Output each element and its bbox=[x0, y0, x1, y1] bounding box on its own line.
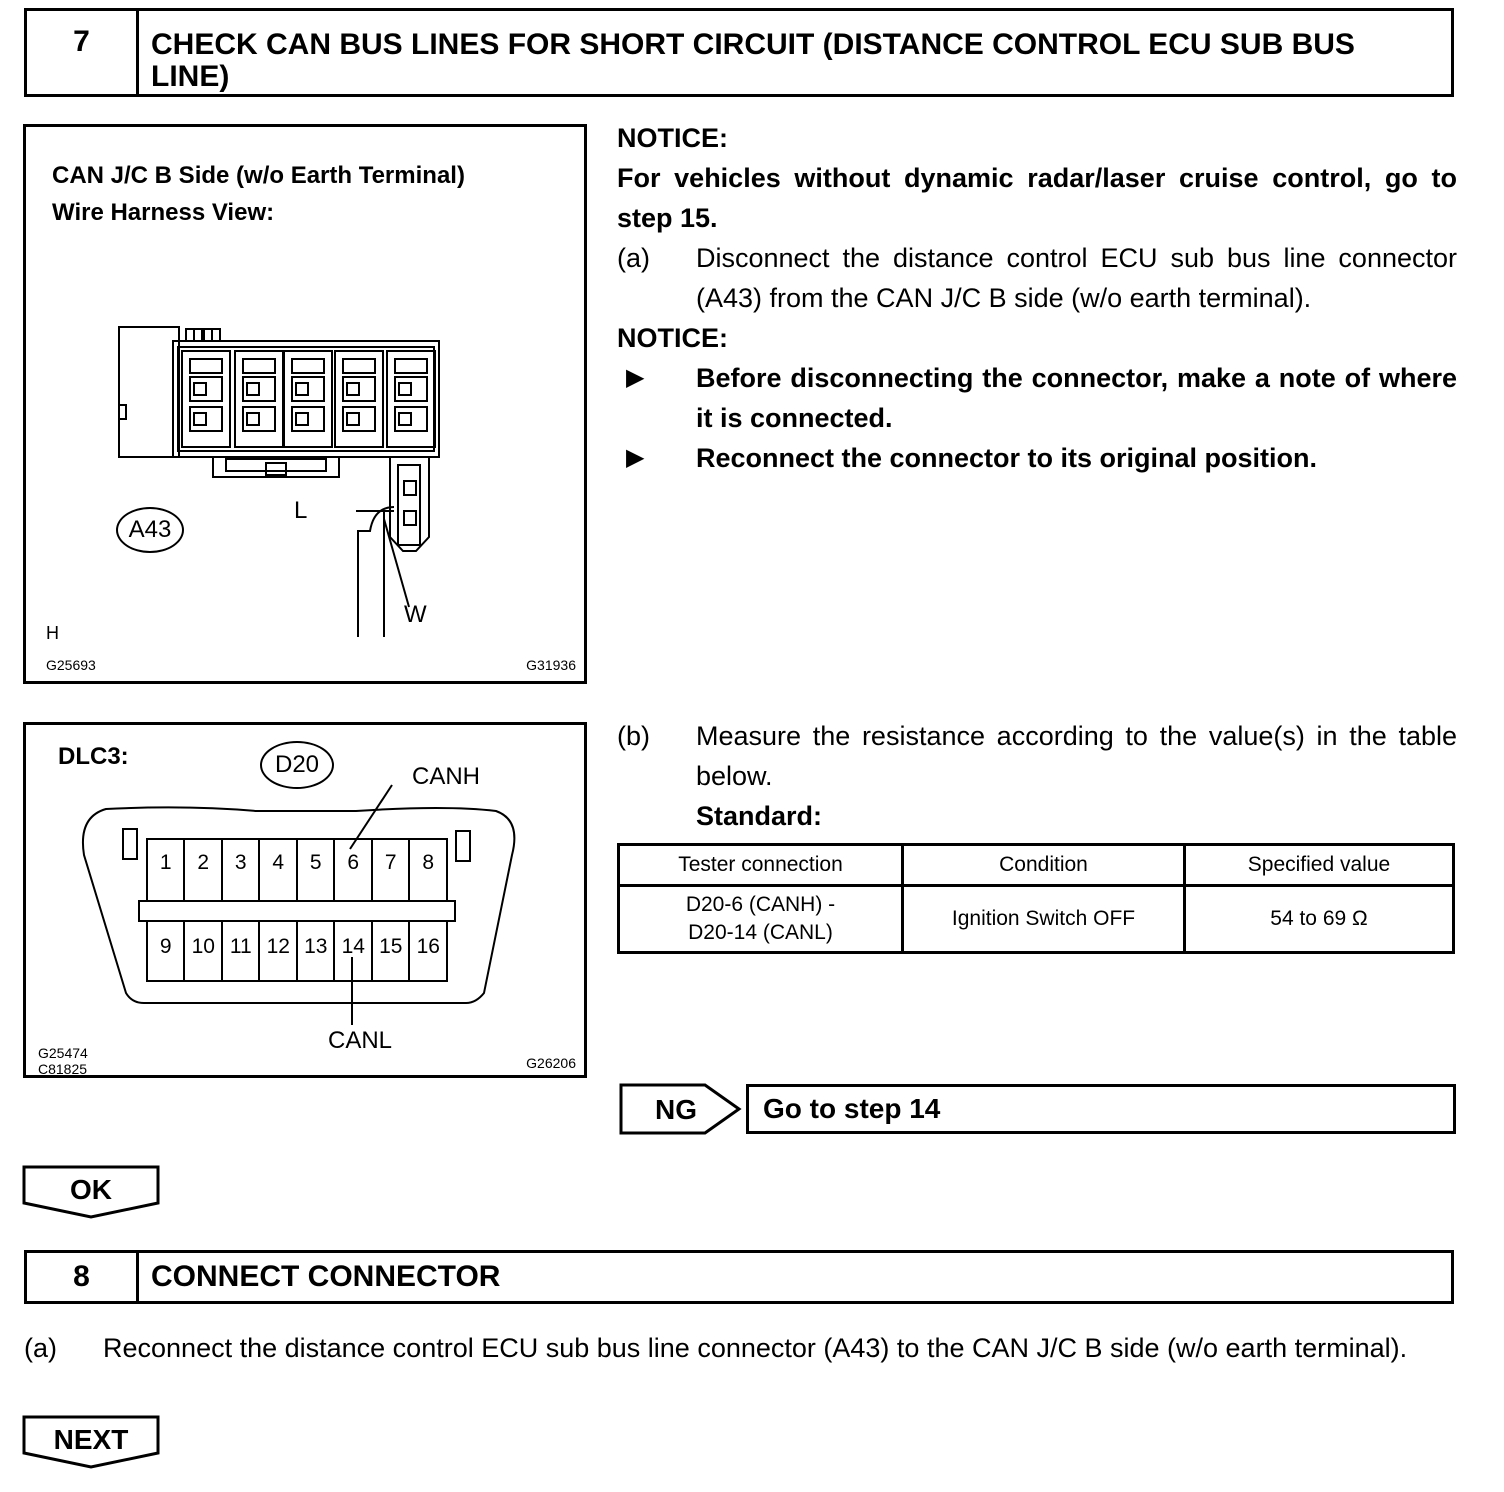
tester-connection-cell bbox=[619, 886, 903, 953]
connector-label-d20: D20 bbox=[260, 741, 334, 789]
step-number: 8 bbox=[27, 1253, 139, 1301]
next-button-label[interactable]: NEXT bbox=[53, 1424, 129, 1455]
figure-title: DLC3: bbox=[58, 743, 129, 770]
table-header: Specified value bbox=[1185, 845, 1454, 886]
standard-label: Standard: bbox=[696, 801, 823, 831]
bullet-arrow-icon: ▶ bbox=[626, 364, 645, 391]
connector-label-a43: A43 bbox=[116, 507, 184, 553]
step-8-a-text: Reconnect the distance control ECU sub bus line connector (A43) to the CAN J/C B side (w/o earth terminal). bbox=[103, 1333, 1408, 1363]
connector-drawing bbox=[26, 127, 584, 681]
corner-mark: H bbox=[46, 623, 59, 643]
table-row bbox=[619, 886, 1454, 953]
step-8-header bbox=[24, 1250, 1454, 1304]
go-to-step-14-link[interactable]: Go to step 14 bbox=[746, 1084, 1456, 1134]
pin-number: 13 bbox=[304, 935, 328, 958]
notice-bullet-2: Reconnect the connector to its original position. bbox=[696, 443, 1318, 473]
figure-code-left bbox=[38, 1045, 88, 1077]
step-8-marker-a: (a) bbox=[24, 1333, 57, 1363]
pin-number: 10 bbox=[191, 935, 215, 958]
tester-connection-line1: D20-6 (CANH) - bbox=[685, 893, 836, 916]
pin-number: 12 bbox=[266, 935, 290, 958]
pin-number: 9 bbox=[159, 935, 172, 958]
figure-code-left-1: G25474 bbox=[38, 1045, 88, 1061]
pin-number: 8 bbox=[422, 851, 435, 874]
pin-number: 11 bbox=[229, 935, 252, 958]
figure-code-right: G26206 bbox=[526, 1055, 576, 1071]
ok-button-label[interactable]: OK bbox=[70, 1174, 112, 1205]
table-header-row bbox=[619, 845, 1454, 886]
step-b-text: Measure the resistance according to the value(s) in the table below. bbox=[696, 721, 1457, 791]
figure-title-line1: CAN J/C B Side (w/o Earth Terminal) bbox=[52, 162, 465, 189]
pin-number: 16 bbox=[416, 935, 440, 958]
step-marker-b: (b) bbox=[617, 721, 650, 751]
specified-value-cell: 54 to 69 Ω bbox=[1185, 886, 1454, 953]
step-7-header bbox=[24, 8, 1454, 97]
notice-text-1: For vehicles without dynamic radar/laser cruise control, go to step 15. bbox=[617, 163, 1457, 233]
figure-code-left-2: C81825 bbox=[38, 1061, 88, 1077]
notice-heading-1: NOTICE: bbox=[617, 123, 728, 153]
figure-title-line2: Wire Harness View: bbox=[52, 199, 275, 226]
step-marker-a: (a) bbox=[617, 243, 650, 273]
pin-number: 6 bbox=[347, 851, 360, 874]
pin-number: 5 bbox=[309, 851, 322, 874]
can-jc-figure bbox=[23, 124, 587, 684]
pin-number: 1 bbox=[159, 851, 172, 874]
tester-connection-line2: D20-14 (CANL) bbox=[688, 921, 833, 944]
step-a-text: Disconnect the distance control ECU sub bus line connector (A43) from the CAN J/C B side (w/o earth terminal). bbox=[696, 243, 1457, 313]
step-title: CHECK CAN BUS LINES FOR SHORT CIRCUIT (DISTANCE CONTROL ECU SUB BUS LINE) bbox=[151, 28, 1355, 93]
table-header: Condition bbox=[903, 845, 1185, 886]
figure-code-left: G25693 bbox=[46, 657, 96, 673]
step-number: 7 bbox=[27, 11, 139, 94]
pin-number: 14 bbox=[341, 935, 365, 958]
pin-number: 3 bbox=[234, 851, 247, 874]
figure-code-right: G31936 bbox=[526, 657, 576, 673]
pin-number: 4 bbox=[272, 851, 285, 874]
pin-row-bottom bbox=[147, 935, 447, 959]
dlc3-figure bbox=[23, 722, 587, 1078]
wire-label-l: L bbox=[294, 497, 308, 524]
pin-number: 15 bbox=[379, 935, 403, 958]
table-header: Tester connection bbox=[619, 845, 903, 886]
wire-label-w: W bbox=[404, 601, 427, 628]
step-title: CONNECT CONNECTOR bbox=[151, 1260, 501, 1293]
notice-bullet-1: Before disconnecting the connector, make a note of where it is connected. bbox=[696, 363, 1457, 433]
pin-number: 2 bbox=[197, 851, 210, 874]
notice-heading-2: NOTICE: bbox=[617, 323, 728, 353]
bullet-arrow-icon: ▶ bbox=[626, 444, 645, 471]
connector-cavities bbox=[182, 351, 435, 447]
ng-label: NG bbox=[655, 1094, 697, 1125]
condition-cell: Ignition Switch OFF bbox=[903, 886, 1185, 953]
pin-number: 7 bbox=[384, 851, 397, 874]
pin-row-top bbox=[147, 851, 447, 875]
dlc3-connector-drawing bbox=[26, 725, 584, 1075]
spec-table bbox=[617, 843, 1455, 954]
pin-label-canh: CANH bbox=[412, 763, 481, 790]
pin-label-canl: CANL bbox=[328, 1027, 393, 1054]
